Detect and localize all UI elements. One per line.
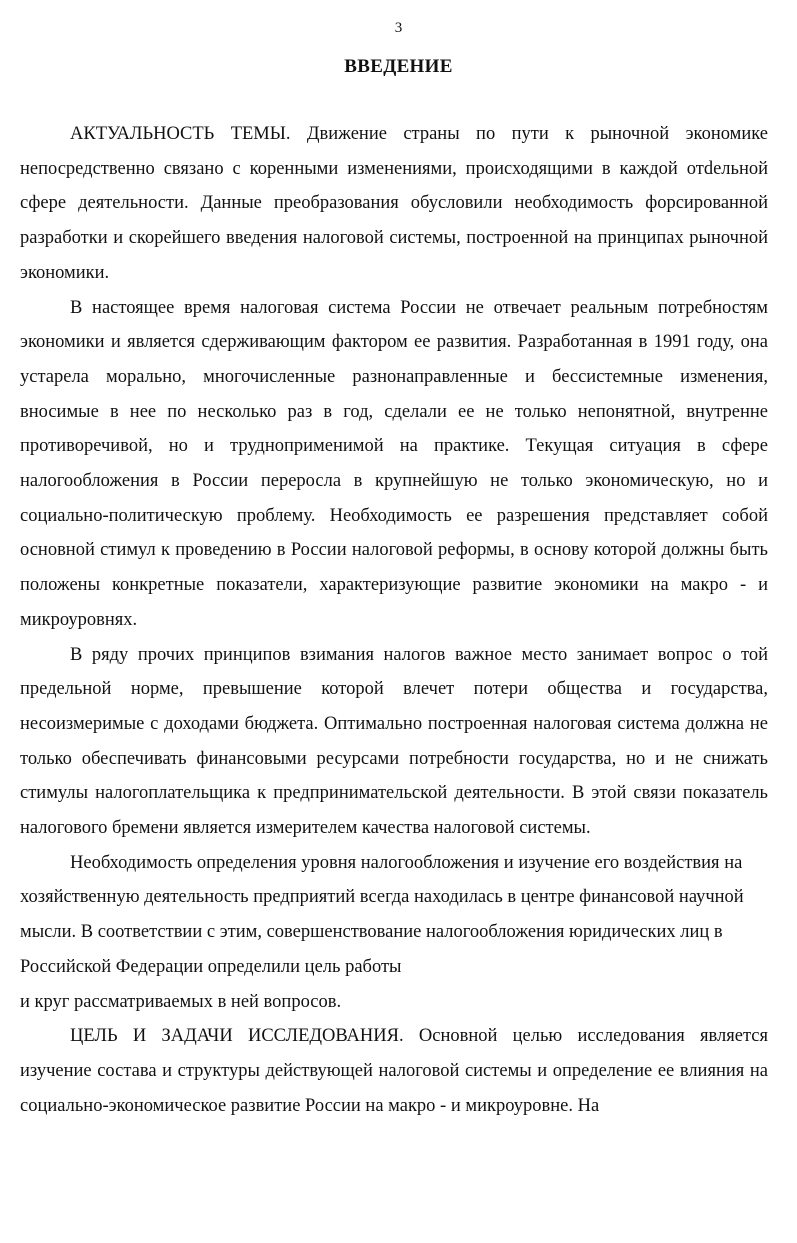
- paragraph-tax-principles: В ряду прочих принципов взимания налогов важное место занимает вопрос о той предельной норме, превышение которой влечет потери общества и государства, несоизмеримые с доходами бюджета. Оптимально построенная налоговая система должна не только обеспечивать финансовыми ресурсами потребности государства, но и не снижать стимулы налогоплательщика к предпринимательской деятельности. В этой связи показатель налогового бремени является измерителем качества налоговой системы.: [20, 644, 768, 839]
- paragraph-research-need: Необходимость определения уровня налогообложения и изучение его воздействия на хозяйственную деятельность предприятий всегда находилась в центре финансовой научной мысли. В соответствии с этим, совершенствование налогообложения юридических лиц в Российской Федерации определили цель работы: [20, 852, 744, 977]
- paragraph-relevance: АКТУАЛЬНОСТЬ ТЕМЫ. Движение страны по пути к рыночной экономике непосредственно связано с коренными изменениями, происходящими в каждой отdельной сфере деятельности. Данные преобразования обусловили необходимость форсированной разработки и скорейшего введения налоговой системы, построенной на принципах рыночной экономики.: [20, 124, 768, 283]
- line-fragment: и круг рассматриваемых в ней вопросов.: [20, 991, 342, 1012]
- paragraph-goals: ЦЕЛЬ И ЗАДАЧИ ИССЛЕДОВАНИЯ. Основной целью исследования является изучение состава и структуры действующей налоговой системы и определение ее влияния на социально-экономическое развитие России на макро - и микроуровне. На: [20, 1026, 768, 1116]
- page-number: 3: [394, 20, 403, 36]
- body-text: [20, 117, 768, 1123]
- section-heading: ВВЕДЕНИЕ: [344, 56, 453, 77]
- paragraph-tax-system-state: В настоящее время налоговая система России не отвечает реальным потребностям экономики и является сдерживающим фактором ее развития. Разработанная в 1991 году, она устарела морально, многочисленные разнонаправленные и бессистемные изменения, вносимые в нее по несколько раз в год, сделали ее не только непонятной, внутренне противоречивой, но и трудноприменимой на практике. Текущая ситуация в сфере налогообложения в России переросла в крупнейшую не только экономическую, но и социально-политическую проблему. Необходимость ее разрешения представляет собой основной стимул к проведению в России налоговой реформы, в основу которой должны быть положены конкретные показатели, характеризующие развитие экономики на макро - и микроуровнях.: [20, 297, 768, 630]
